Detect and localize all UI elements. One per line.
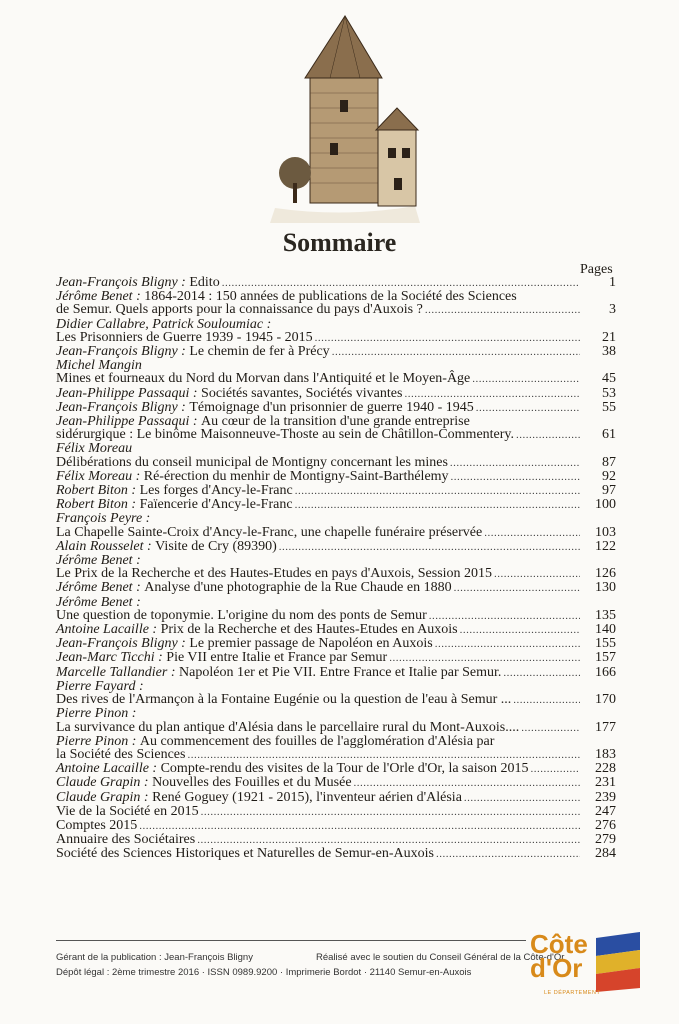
toc-line — [56, 484, 616, 498]
toc-entry — [56, 484, 616, 498]
toc-entry — [56, 735, 616, 762]
toc-page-number: 126 — [595, 566, 616, 582]
toc-page-number: 103 — [595, 524, 616, 540]
toc-title: Délibérations du conseil municipal de Montigny concernant les mines — [56, 454, 448, 470]
toc-leader-dots — [472, 372, 580, 386]
toc-page-number: 284 — [595, 846, 616, 862]
toc-page-number: 140 — [595, 622, 616, 638]
toc-leader-dots — [464, 791, 580, 805]
toc-title: Napoléon 1er et Pie VII. Entre France et Italie par Semur. — [179, 664, 502, 680]
toc-author: Antoine Lacaille : — [56, 761, 158, 777]
toc-entry — [56, 637, 616, 651]
toc-page-number: 38 — [602, 344, 616, 360]
toc-line — [56, 693, 616, 707]
toc-entry — [56, 707, 616, 734]
toc-line — [56, 735, 616, 748]
toc-title: la Société des Sciences — [56, 746, 186, 762]
toc-title: Les Prisonniers de Guerre 1939 - 1945 - 2015 — [56, 329, 313, 345]
toc-leader-dots — [503, 666, 580, 680]
legal-line: Dépôt légal : 2ème trimestre 2016 · ISSN 0989.9200 · Imprimerie Bordot · 21140 Semur-en-Auxois — [56, 967, 472, 978]
toc-entry — [56, 791, 616, 805]
toc-entry — [56, 290, 616, 317]
toc-entry — [56, 345, 616, 359]
toc-leader-dots — [460, 623, 580, 637]
toc-author: Jean-François Bligny : — [56, 636, 186, 652]
toc-leader-dots — [354, 776, 580, 790]
toc-leader-dots — [295, 498, 580, 512]
page-title: Sommaire — [282, 228, 397, 257]
toc-author: Pierre Pinon : — [56, 706, 137, 722]
toc-title: Faïencerie d'Ancy-le-Franc — [139, 497, 293, 513]
toc-author: Robert Biton : — [56, 497, 137, 513]
toc-title: Analyse d'une photographie de la Rue Chaude en 1880 — [144, 580, 452, 596]
toc-title: Comptes 2015 — [56, 817, 138, 833]
toc-title: Pie VII entre Italie et France par Semur — [166, 650, 388, 666]
footer — [56, 950, 576, 980]
toc-author: Pierre Pinon : — [56, 733, 137, 749]
toc-leader-dots — [222, 276, 580, 290]
toc-page-number: 92 — [602, 468, 616, 484]
toc-line — [56, 776, 616, 790]
toc-author: Jean-Philippe Passaqui : — [56, 414, 198, 430]
toc-entry — [56, 651, 616, 665]
toc-title: Des rives de l'Armançon à la Fontaine Eugénie ou la question de l'eau à Semur ... — [56, 692, 512, 708]
footer-divider — [56, 940, 526, 941]
toc-page-number: 166 — [595, 664, 616, 680]
toc-title: Sociétés savantes, Sociétés vivantes — [201, 385, 403, 401]
toc-page-number: 3 — [609, 302, 616, 318]
toc-line — [56, 567, 616, 581]
toc-page-number: 155 — [595, 636, 616, 652]
toc-leader-dots — [451, 470, 580, 484]
toc-author: Jérôme Benet : — [56, 553, 141, 569]
toc-author: Claude Grapin : — [56, 775, 149, 791]
toc-title: sidérurgique : Le binôme Maisonneuve-Thoste au sein de Châtillon-Commentery. — [56, 427, 515, 443]
toc-line — [56, 748, 616, 762]
toc-line — [56, 666, 616, 680]
toc-entry — [56, 805, 616, 819]
toc-page-number: 55 — [602, 399, 616, 415]
toc-title: Au commencement des fouilles de l'agglomération d'Alésia par — [139, 733, 495, 749]
toc-line — [56, 581, 616, 595]
toc-leader-dots — [450, 456, 580, 470]
toc-line — [56, 345, 616, 359]
toc-entry — [56, 833, 616, 847]
logo-line-1: Côte — [530, 929, 588, 959]
toc-title: 1864-2014 : 150 années de publications de la Société des Sciences — [144, 289, 517, 305]
toc-title: Le chemin de fer à Précy — [189, 344, 330, 360]
toc-entry — [56, 442, 616, 469]
toc-entry — [56, 666, 616, 680]
toc-entry — [56, 359, 616, 386]
toc-leader-dots — [435, 637, 580, 651]
toc-line — [56, 470, 616, 484]
toc-leader-dots — [484, 526, 580, 540]
toc-entry — [56, 540, 616, 554]
table-of-contents — [56, 276, 616, 862]
toc-title: Une question de toponymie. L'origine du nom des ponts de Semur — [56, 607, 427, 623]
toc-entry — [56, 762, 616, 776]
toc-leader-dots — [516, 428, 580, 442]
toc-title: Le Prix de la Recherche et des Hautes-Etudes en pays d'Auxois, Session 2015 — [56, 566, 493, 582]
toc-title: Visite de Cry (89390) — [155, 538, 277, 554]
toc-entry — [56, 581, 616, 595]
toc-line — [56, 387, 616, 401]
toc-leader-dots — [531, 762, 580, 776]
toc-author: Félix Moreau — [56, 441, 133, 457]
toc-line — [56, 303, 616, 317]
toc-line — [56, 791, 616, 805]
toc-leader-dots — [389, 651, 580, 665]
toc-leader-dots — [429, 609, 580, 623]
toc-author: Jean-Philippe Passaqui : — [56, 385, 198, 401]
toc-page-number: 45 — [602, 371, 616, 387]
toc-title: Ré-érection du menhir de Montigny-Saint-Barthélemy — [143, 468, 449, 484]
toc-line — [56, 637, 616, 651]
toc-author: Alain Rousselet : — [56, 538, 152, 554]
toc-line — [56, 762, 616, 776]
toc-author: Jean-François Bligny : — [56, 399, 186, 415]
pages-column-header: Pages — [580, 262, 613, 277]
toc-page-number: 157 — [595, 650, 616, 666]
toc-author: Jérôme Benet : — [56, 580, 141, 596]
toc-author: Jérôme Benet : — [56, 594, 141, 610]
toc-line — [56, 805, 616, 819]
toc-leader-dots — [295, 484, 580, 498]
toc-page-number: 97 — [602, 483, 616, 499]
toc-leader-dots — [404, 387, 580, 401]
toc-author: Claude Grapin : — [56, 789, 149, 805]
toc-leader-dots — [436, 847, 580, 861]
toc-page-number: 247 — [595, 803, 616, 819]
toc-line — [56, 833, 616, 847]
toc-page-number: 228 — [595, 761, 616, 777]
toc-page-number: 135 — [595, 607, 616, 623]
toc-title: Témoignage d'un prisonnier de guerre 1940 - 1945 — [189, 399, 474, 415]
toc-title: La survivance du plan antique d'Alésia dans le parcellaire rural du Mont-Auxois.... — [56, 719, 520, 735]
toc-author: Jean-François Bligny : — [56, 344, 186, 360]
toc-line — [56, 596, 616, 609]
toc-title: Les forges d'Ancy-le-Franc — [139, 483, 293, 499]
toc-title: Vie de la Société en 2015 — [56, 803, 199, 819]
toc-page-number: 21 — [602, 329, 616, 345]
toc-author: Antoine Lacaille : — [56, 622, 158, 638]
toc-line — [56, 526, 616, 540]
toc-line — [56, 498, 616, 512]
toc-title: Mines et fourneaux du Nord du Morvan dans l'Antiquité et le Moyen-Âge — [56, 371, 471, 387]
toc-title: Compte-rendu des visites de la Tour de l'Orle d'Or, la saison 2015 — [160, 761, 529, 777]
toc-author: Félix Moreau : — [56, 468, 141, 484]
toc-entry — [56, 819, 616, 833]
toc-entry — [56, 415, 616, 442]
publisher-line: Gérant de la publication : Jean-François Bligny — [56, 952, 253, 963]
toc-line — [56, 819, 616, 833]
toc-line — [56, 623, 616, 637]
toc-line — [56, 276, 616, 290]
toc-line — [56, 721, 616, 735]
toc-leader-dots — [139, 819, 580, 833]
toc-line — [56, 318, 616, 331]
toc-entry — [56, 847, 616, 861]
toc-page-number: 1 — [609, 275, 616, 290]
toc-leader-dots — [197, 833, 580, 847]
toc-entry — [56, 623, 616, 637]
toc-page-number: 100 — [595, 497, 616, 513]
toc-entry — [56, 318, 616, 345]
toc-leader-dots — [513, 693, 580, 707]
toc-entry — [56, 776, 616, 790]
toc-entry — [56, 276, 616, 290]
toc-line — [56, 651, 616, 665]
toc-author: Marcelle Tallandier : — [56, 664, 176, 680]
toc-title: de Semur. Quels apports pour la connaissance du pays d'Auxois ? — [56, 302, 423, 318]
toc-page-number: 279 — [595, 832, 616, 848]
toc-leader-dots — [454, 581, 580, 595]
toc-page-number: 177 — [595, 719, 616, 735]
toc-entry — [56, 596, 616, 623]
toc-leader-dots — [315, 331, 580, 345]
toc-title: Nouvelles des Fouilles et du Musée — [152, 775, 352, 791]
toc-line — [56, 609, 616, 623]
toc-title: Prix de la Recherche et des Hautes-Etudes en Auxois — [160, 622, 458, 638]
toc-title: Au cœur de la transition d'une grande entreprise — [201, 414, 470, 430]
toc-title: Société des Sciences Historiques et Naturelles de Semur-en-Auxois — [56, 846, 435, 862]
toc-entry — [56, 680, 616, 707]
toc-line — [56, 372, 616, 386]
toc-line — [56, 401, 616, 415]
toc-entry — [56, 401, 616, 415]
logo-flag-icon — [596, 932, 640, 992]
support-line: Réalisé avec le soutien du Conseil Général de la Côte-d'Or — [316, 952, 565, 963]
toc-author: Jérôme Benet : — [56, 289, 141, 305]
toc-title: Edito — [189, 275, 220, 290]
toc-page-number: 61 — [602, 427, 616, 443]
toc-leader-dots — [494, 567, 580, 581]
toc-entry — [56, 498, 616, 512]
toc-page-number: 122 — [595, 538, 616, 554]
toc-leader-dots — [476, 401, 580, 415]
toc-page-number: 231 — [595, 775, 616, 791]
toc-line — [56, 707, 616, 720]
toc-page-number: 130 — [595, 580, 616, 596]
toc-entry — [56, 512, 616, 539]
toc-page-number: 276 — [595, 817, 616, 833]
toc-page-number: 87 — [602, 454, 616, 470]
toc-entry — [56, 387, 616, 401]
toc-line — [56, 540, 616, 554]
toc-page-number: 170 — [595, 692, 616, 708]
toc-leader-dots — [425, 303, 580, 317]
toc-title: Annuaire des Sociétaires — [56, 832, 196, 848]
toc-author: Robert Biton : — [56, 483, 137, 499]
toc-author: Pierre Fayard : — [56, 678, 144, 694]
toc-author: Didier Callabre, Patrick Souloumiac : — [56, 316, 272, 332]
toc-title: René Goguey (1921 - 2015), l'inventeur aérien d'Alésia — [152, 789, 462, 805]
cote-dor-logo — [530, 929, 640, 1004]
toc-line — [56, 512, 616, 525]
toc-title: La Chapelle Sainte-Croix d'Ancy-le-Franc, une chapelle funéraire préservée — [56, 524, 483, 540]
toc-leader-dots — [521, 721, 580, 735]
toc-leader-dots — [332, 345, 580, 359]
logo-subtitle: LE DÉPARTEMENT — [544, 990, 601, 996]
toc-title: Le premier passage de Napoléon en Auxois — [189, 636, 433, 652]
logo-line-2: d'Or — [530, 953, 583, 983]
toc-line — [56, 456, 616, 470]
toc-entry — [56, 470, 616, 484]
toc-line — [56, 331, 616, 345]
toc-line — [56, 428, 616, 442]
tower-illustration — [270, 8, 420, 223]
toc-leader-dots — [187, 748, 580, 762]
toc-leader-dots — [201, 805, 580, 819]
toc-author: François Peyre : — [56, 511, 151, 527]
toc-entry — [56, 554, 616, 581]
toc-author: Jean-Marc Ticchi : — [56, 650, 163, 666]
toc-line — [56, 847, 616, 861]
toc-page-number: 53 — [602, 385, 616, 401]
toc-author: Michel Mangin — [56, 358, 142, 374]
toc-line — [56, 442, 616, 455]
toc-author: Jean-François Bligny : — [56, 275, 186, 290]
toc-page-number: 183 — [595, 746, 616, 762]
toc-page-number: 239 — [595, 789, 616, 805]
toc-leader-dots — [279, 540, 580, 554]
